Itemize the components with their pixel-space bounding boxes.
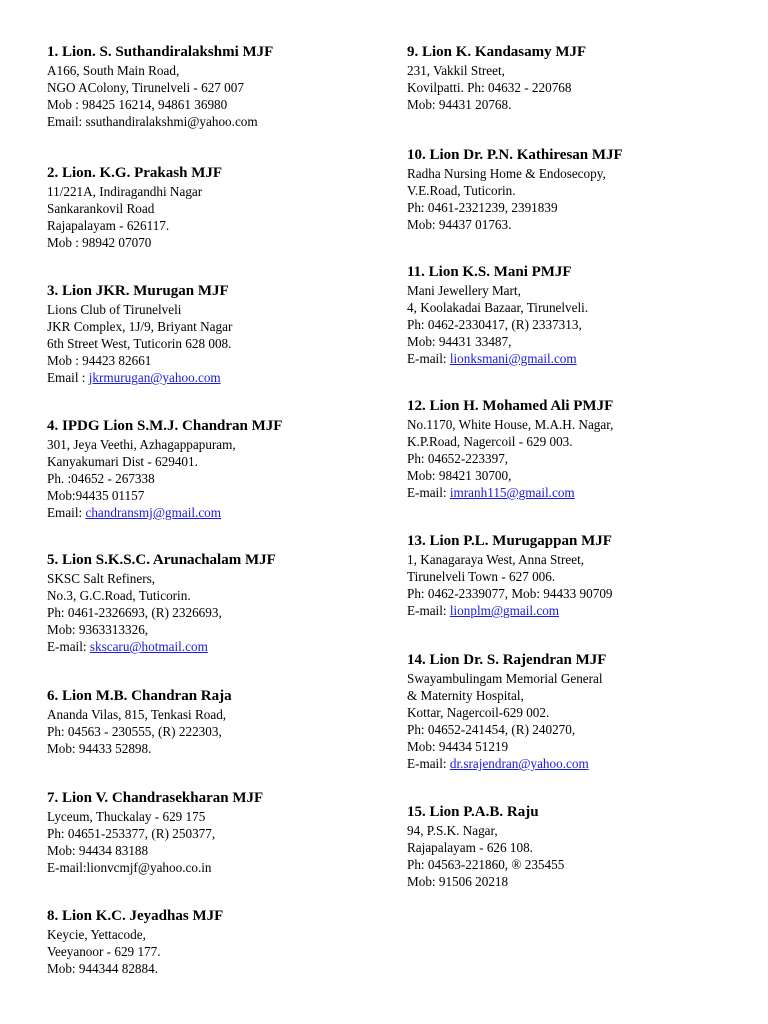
member-entry xyxy=(407,146,752,233)
member-detail-line xyxy=(47,504,387,521)
detail-text: V.E.Road, Tuticorin. xyxy=(407,183,516,198)
detail-text: 301, Jeya Veethi, Azhagappapuram, xyxy=(47,437,236,452)
member-detail-line xyxy=(407,822,752,839)
detail-text: E-mail: xyxy=(407,603,450,618)
detail-text: Ph: 04652-241454, (R) 240270, xyxy=(407,722,576,737)
detail-text: JKR Complex, 1J/9, Briyant Nagar xyxy=(47,319,233,334)
member-detail-line xyxy=(47,487,387,504)
detail-text: 94, P.S.K. Nagar, xyxy=(407,823,498,838)
member-detail-line xyxy=(47,470,387,487)
member-detail-line xyxy=(47,706,387,723)
detail-text: Ananda Vilas, 815, Tenkasi Road, xyxy=(47,707,227,722)
member-detail-line xyxy=(407,551,752,568)
detail-text: Mob: 98421 30700, xyxy=(407,468,512,483)
member-name: 8. Lion K.C. Jeyadhas MJF xyxy=(47,908,224,924)
member-detail-line xyxy=(47,217,387,234)
detail-text: Ph: 0462-2330417, (R) 2337313, xyxy=(407,317,582,332)
detail-text: Mob : 94423 82661 xyxy=(47,353,152,368)
member-name: 1. Lion. S. Suthandiralakshmi MJF xyxy=(47,44,274,60)
detail-text: Ph: 04563-221860, ® 235455 xyxy=(407,857,565,872)
detail-text: Mob: 94434 83188 xyxy=(47,843,149,858)
email-link[interactable]: chandransmj@gmail.com xyxy=(85,505,222,520)
detail-text: & Maternity Hospital, xyxy=(407,688,524,703)
member-detail-line xyxy=(47,96,387,113)
detail-text: Kovilpatti. Ph: 04632 - 220768 xyxy=(407,80,572,95)
detail-text: Ph: 0462-2339077, Mob: 94433 90709 xyxy=(407,586,613,601)
member-entry xyxy=(407,803,752,890)
detail-text: K.P.Road, Nagercoil - 629 003. xyxy=(407,434,573,449)
detail-text: 11/221A, Indiragandhi Nagar xyxy=(47,184,203,199)
detail-text: No.1170, White House, M.A.H. Nagar, xyxy=(407,417,614,432)
member-detail-line xyxy=(47,453,387,470)
member-detail-line xyxy=(407,721,752,738)
email-link[interactable]: lionplm@gmail.com xyxy=(449,603,560,618)
member-detail-line xyxy=(47,621,387,638)
member-detail-line xyxy=(47,113,387,130)
detail-text: 6th Street West, Tuticorin 628 008. xyxy=(47,336,232,351)
detail-text: E-mail: xyxy=(47,639,90,654)
member-detail-line xyxy=(47,352,387,369)
member-detail-line xyxy=(407,299,752,316)
member-detail-line xyxy=(407,873,752,890)
member-entry xyxy=(47,417,387,521)
detail-text: Mob: 94433 52898. xyxy=(47,741,152,756)
detail-text: Kanyakumari Dist - 629401. xyxy=(47,454,198,469)
member-detail-line xyxy=(407,62,752,79)
member-name: 15. Lion P.A.B. Raju xyxy=(407,804,539,820)
email-link[interactable]: lionksmani@gmail.com xyxy=(449,351,577,366)
member-detail-line xyxy=(47,740,387,757)
member-detail-line xyxy=(407,585,752,602)
member-detail-line xyxy=(47,926,387,943)
member-detail-line xyxy=(47,436,387,453)
member-detail-line xyxy=(407,670,752,687)
member-detail-line xyxy=(407,704,752,721)
member-entry xyxy=(407,651,752,772)
member-detail-line xyxy=(407,79,752,96)
detail-text: Mob: 94434 51219 xyxy=(407,739,509,754)
member-detail-line xyxy=(407,433,752,450)
member-detail-line xyxy=(407,839,752,856)
detail-text: Ph: 04563 - 230555, (R) 222303, xyxy=(47,724,222,739)
member-detail-line xyxy=(407,165,752,182)
detail-text: 231, Vakkil Street, xyxy=(407,63,505,78)
detail-text: Kottar, Nagercoil-629 002. xyxy=(407,705,550,720)
member-detail-line xyxy=(407,687,752,704)
member-detail-line xyxy=(407,316,752,333)
member-name: 11. Lion K.S. Mani PMJF xyxy=(407,264,572,280)
detail-text: E-mail: xyxy=(407,485,450,500)
member-name: 9. Lion K. Kandasamy MJF xyxy=(407,44,587,60)
detail-text: 1, Kanagaraya West, Anna Street, xyxy=(407,552,585,567)
detail-text: Email: xyxy=(47,505,86,520)
member-entry xyxy=(47,789,387,876)
member-detail-line xyxy=(47,318,387,335)
member-detail-line xyxy=(407,350,752,367)
member-detail-line xyxy=(407,182,752,199)
detail-text: Email : xyxy=(47,370,89,385)
member-detail-line xyxy=(407,467,752,484)
member-detail-line xyxy=(47,62,387,79)
member-detail-line xyxy=(47,570,387,587)
detail-text: Radha Nursing Home & Endosecopy, xyxy=(407,166,606,181)
member-entry xyxy=(47,687,387,757)
member-detail-line xyxy=(47,335,387,352)
detail-text: Mob : 98425 16214, 94861 36980 xyxy=(47,97,228,112)
member-detail-line xyxy=(47,369,387,386)
detail-text: Mob: 94431 33487, xyxy=(407,334,512,349)
member-detail-line xyxy=(407,602,752,619)
member-entry xyxy=(407,43,752,113)
detail-text: Keycie, Yettacode, xyxy=(47,927,146,942)
member-entry xyxy=(47,164,387,251)
detail-text: Ph: 0461-2326693, (R) 2326693, xyxy=(47,605,222,620)
detail-text: Mob:94435 01157 xyxy=(47,488,145,503)
member-detail-line xyxy=(407,416,752,433)
detail-text: Mani Jewellery Mart, xyxy=(407,283,521,298)
member-detail-line xyxy=(407,333,752,350)
email-link[interactable]: dr.srajendran@yahoo.com xyxy=(449,756,589,771)
member-detail-line xyxy=(407,568,752,585)
member-name: 14. Lion Dr. S. Rajendran MJF xyxy=(407,652,607,668)
member-name: 5. Lion S.K.S.C. Arunachalam MJF xyxy=(47,552,276,568)
member-detail-line xyxy=(407,738,752,755)
member-name: 4. IPDG Lion S.M.J. Chandran MJF xyxy=(47,418,283,434)
member-detail-line xyxy=(47,79,387,96)
member-detail-line xyxy=(407,856,752,873)
member-entry xyxy=(47,907,387,977)
detail-text: E-mail: xyxy=(407,756,450,771)
member-detail-line xyxy=(47,808,387,825)
member-detail-line xyxy=(47,604,387,621)
member-entry xyxy=(407,263,752,367)
member-detail-line xyxy=(47,301,387,318)
detail-text: 4, Koolakadai Bazaar, Tirunelveli. xyxy=(407,300,589,315)
member-name: 7. Lion V. Chandrasekharan MJF xyxy=(47,790,264,806)
member-detail-line xyxy=(47,859,387,876)
detail-text: Veeyanoor - 629 177. xyxy=(47,944,161,959)
member-detail-line xyxy=(47,587,387,604)
member-detail-line xyxy=(47,200,387,217)
member-name: 13. Lion P.L. Murugappan MJF xyxy=(407,533,612,549)
detail-text: Mob: 94431 20768. xyxy=(407,97,512,112)
member-detail-line xyxy=(407,282,752,299)
detail-text: E-mail: xyxy=(407,351,450,366)
member-name: 12. Lion H. Mohamed Ali PMJF xyxy=(407,398,614,414)
detail-text: Sankarankovil Road xyxy=(47,201,155,216)
member-entry xyxy=(47,43,387,130)
member-entry xyxy=(407,397,752,501)
member-detail-line xyxy=(407,96,752,113)
email-link[interactable]: skscaru@hotmail.com xyxy=(89,639,208,654)
member-entry xyxy=(47,551,387,655)
detail-text: Rajapalayam - 626117. xyxy=(47,218,170,233)
detail-text: Lyceum, Thuckalay - 629 175 xyxy=(47,809,206,824)
detail-text: Ph: 0461-2321239, 2391839 xyxy=(407,200,558,215)
detail-text: Mob: 9363313326, xyxy=(47,622,149,637)
member-detail-line xyxy=(47,638,387,655)
detail-text: No.3, G.C.Road, Tuticorin. xyxy=(47,588,191,603)
member-detail-line xyxy=(47,960,387,977)
detail-text: Mob: 94437 01763. xyxy=(407,217,512,232)
member-detail-line xyxy=(47,842,387,859)
detail-text: Email: ssuthandiralakshmi@yahoo.com xyxy=(47,114,258,129)
detail-text: Ph: 04651-253377, (R) 250377, xyxy=(47,826,216,841)
member-detail-line xyxy=(407,484,752,501)
detail-text: NGO AColony, Tirunelveli - 627 007 xyxy=(47,80,244,95)
member-detail-line xyxy=(47,943,387,960)
member-detail-line xyxy=(47,723,387,740)
detail-text: Mob : 98942 07070 xyxy=(47,235,152,250)
member-name: 2. Lion. K.G. Prakash MJF xyxy=(47,165,223,181)
member-name: 3. Lion JKR. Murugan MJF xyxy=(47,283,229,299)
member-entry xyxy=(47,282,387,386)
member-detail-line xyxy=(407,199,752,216)
detail-text: Tirunelveli Town - 627 006. xyxy=(407,569,556,584)
detail-text: Rajapalayam - 626 108. xyxy=(407,840,533,855)
member-detail-line xyxy=(407,216,752,233)
detail-text: Lions Club of Tirunelveli xyxy=(47,302,182,317)
member-detail-line xyxy=(47,234,387,251)
member-detail-line xyxy=(407,450,752,467)
member-entry xyxy=(407,532,752,619)
detail-text: Ph: 04652-223397, xyxy=(407,451,509,466)
member-detail-line xyxy=(47,825,387,842)
detail-text: E-mail:lionvcmjf@yahoo.co.in xyxy=(47,860,212,875)
detail-text: Swayambulingam Memorial General xyxy=(407,671,603,686)
detail-text: Mob: 91506 20218 xyxy=(407,874,509,889)
detail-text: Mob: 944344 82884. xyxy=(47,961,158,976)
member-name: 10. Lion Dr. P.N. Kathiresan MJF xyxy=(407,147,623,163)
member-name: 6. Lion M.B. Chandran Raja xyxy=(47,688,232,704)
member-detail-line xyxy=(407,755,752,772)
member-detail-line xyxy=(47,183,387,200)
detail-text: SKSC Salt Refiners, xyxy=(47,571,156,586)
detail-text: A166, South Main Road, xyxy=(47,63,180,78)
email-link[interactable]: jkrmurugan@yahoo.com xyxy=(88,370,221,385)
detail-text: Ph. :04652 - 267338 xyxy=(47,471,155,486)
email-link[interactable]: imranh115@gmail.com xyxy=(449,485,575,500)
